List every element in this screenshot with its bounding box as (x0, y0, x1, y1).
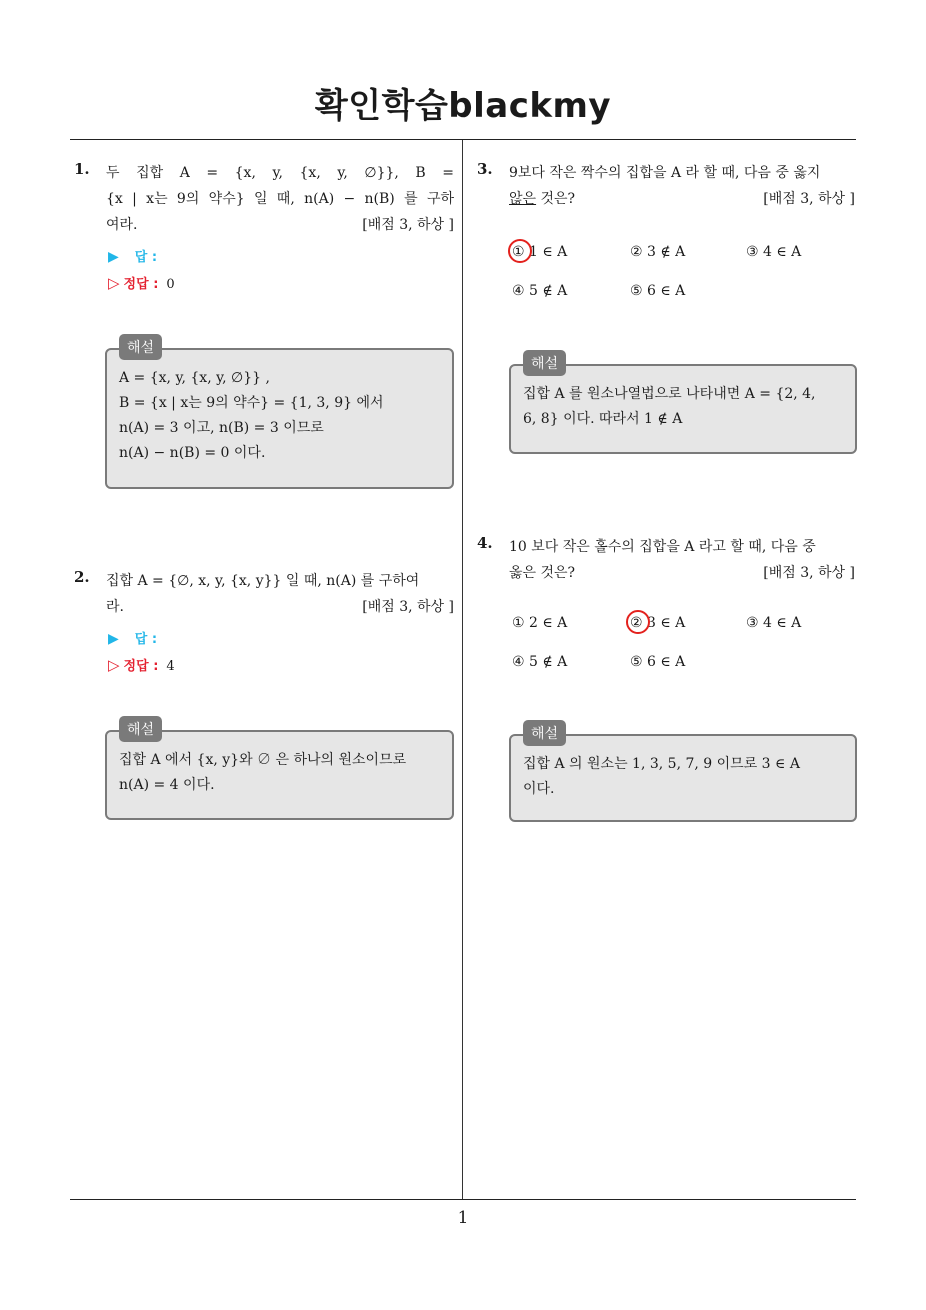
outline-triangle-icon: ▷ (108, 656, 120, 674)
choice-3[interactable] (746, 244, 801, 260)
explanation-line: 6, 8} 이다. 따라서 1 ∉ A (523, 411, 683, 427)
question-line: 두 집합 A = {x, y, {x, y, ∅}}, B = (106, 165, 454, 181)
explanation-line: 이다. (523, 781, 555, 797)
choice-4[interactable] (512, 654, 567, 670)
explanation-line: B = {x | x는 9의 약수} = {1, 3, 9} 에서 (119, 395, 384, 411)
choice-2[interactable] (630, 244, 685, 260)
question-line: {x | x는 9의 약수} 일 때, n(A) − n(B) 를 구하 (106, 191, 454, 207)
question-number: 3. (477, 160, 493, 178)
page-number: 1 (457, 1208, 469, 1228)
explanation-body (107, 732, 452, 808)
choice-4[interactable] (512, 283, 567, 299)
choice-label: ④ 5 ∉ A (512, 654, 568, 670)
choice-5[interactable] (630, 654, 685, 670)
underlined-word: 않은 (509, 191, 537, 207)
answer-label: 답 : (134, 250, 158, 265)
page-title: 확인학습blackmy (314, 86, 612, 126)
explanation-line: A = {x, y, {x, y, ∅}} , (119, 370, 270, 386)
explanation-body (511, 366, 855, 442)
question-line: 라. (106, 599, 124, 615)
choice-label: ③ 4 ∈ A (746, 244, 802, 260)
choice-list (512, 244, 852, 304)
correct-value: 0 (166, 277, 175, 292)
answer-row (108, 246, 157, 265)
column-divider (462, 140, 463, 1200)
correct-label: 정답 : (123, 659, 159, 674)
question-text (509, 534, 855, 586)
choice-1[interactable] (512, 244, 567, 260)
choice-5[interactable] (630, 283, 685, 299)
footer-rule (70, 1199, 856, 1200)
question-line: 집합 A = {∅, x, y, {x, y}} 일 때, n(A) 를 구하여 (106, 573, 420, 589)
question-line: 옳은 것은? (509, 565, 576, 581)
explanation-box (105, 722, 454, 820)
question-text (509, 160, 855, 212)
choice-3[interactable] (746, 615, 801, 631)
correct-value: 4 (166, 659, 175, 674)
explanation-box (509, 726, 857, 822)
answer-row (108, 628, 157, 647)
correct-label: 정답 : (123, 277, 159, 292)
question-number: 1. (74, 160, 90, 178)
choice-label: ① 1 ∈ A (512, 244, 568, 260)
red-circle-mark-icon (626, 610, 650, 634)
play-icon: ▶ (108, 249, 119, 265)
question-line-last (106, 212, 454, 238)
explanation-line: 집합 A 의 원소는 1, 3, 5, 7, 9 이므로 3 ∈ A (523, 756, 800, 772)
score-label: [배점 3, 하상 ] (763, 565, 855, 581)
explanation-line: n(A) = 4 이다. (119, 777, 215, 793)
explanation-box (105, 340, 454, 489)
choice-label: ⑤ 6 ∈ A (630, 654, 686, 670)
question-line-last (509, 560, 855, 586)
explanation-line: n(A) − n(B) = 0 이다. (119, 445, 266, 461)
explanation-tag: 해설 (523, 720, 566, 746)
question-2 (74, 568, 454, 620)
question-line: 9보다 작은 짝수의 집합을 A 라 할 때, 다음 중 옳지 (509, 165, 821, 181)
title-rule (70, 139, 856, 140)
explanation-tag: 해설 (119, 716, 162, 742)
answer-label: 답 : (134, 632, 158, 647)
score-label: [배점 3, 하상 ] (362, 217, 454, 233)
explanation-body (511, 736, 855, 812)
question-text (106, 160, 454, 238)
explanation-tag: 해설 (523, 350, 566, 376)
choice-1[interactable] (512, 615, 567, 631)
explanation-line: 집합 A 를 원소나열법으로 나타내면 A = {2, 4, (523, 386, 816, 402)
explanation-box (509, 356, 857, 454)
score-label: [배점 3, 하상 ] (763, 191, 855, 207)
choice-2[interactable] (630, 615, 685, 631)
question-text (106, 568, 454, 620)
choice-label: ⑤ 6 ∈ A (630, 283, 686, 299)
explanation-body (107, 350, 452, 476)
question-number: 4. (477, 534, 493, 552)
choice-label: ③ 4 ∈ A (746, 615, 802, 631)
question-line: 여라. (106, 217, 138, 233)
choice-label: ② 3 ∈ A (630, 615, 686, 631)
question-line: 10 보다 작은 홀수의 집합을 A 라고 할 때, 다음 중 (509, 539, 816, 555)
score-label: [배점 3, 하상 ] (362, 599, 454, 615)
question-line-last (509, 186, 855, 212)
question-line: 것은? (536, 191, 576, 207)
explanation-tag: 해설 (119, 334, 162, 360)
play-icon: ▶ (108, 631, 119, 647)
explanation-line: 집합 A 에서 {x, y}와 ∅ 은 하나의 원소이므로 (119, 752, 407, 768)
choice-list (512, 615, 852, 675)
question-4 (477, 534, 855, 586)
red-circle-mark-icon (508, 239, 532, 263)
correct-answer-row (108, 655, 175, 674)
choice-label: ④ 5 ∉ A (512, 283, 568, 299)
question-1 (74, 160, 454, 238)
question-number: 2. (74, 568, 90, 586)
correct-answer-row (108, 273, 175, 292)
choice-label: ① 2 ∈ A (512, 615, 568, 631)
choice-label: ② 3 ∉ A (630, 244, 686, 260)
question-3 (477, 160, 855, 212)
question-line-last (106, 594, 454, 620)
explanation-line: n(A) = 3 이고, n(B) = 3 이므로 (119, 420, 324, 436)
outline-triangle-icon: ▷ (108, 274, 120, 292)
